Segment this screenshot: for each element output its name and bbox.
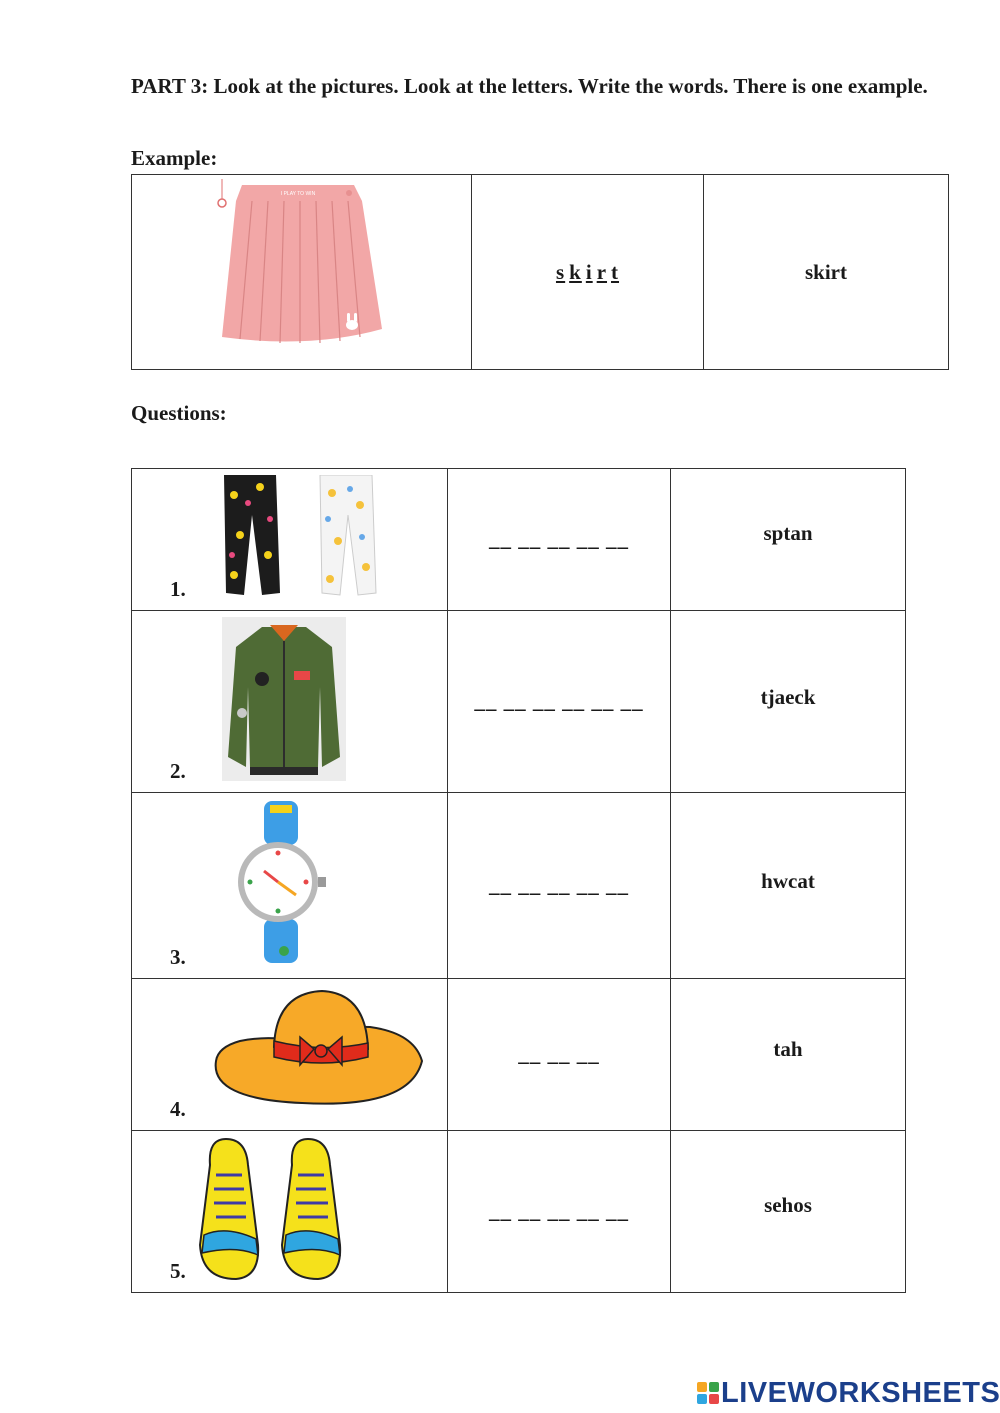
skirt-picture — [212, 179, 392, 359]
example-answer: s k i r t — [555, 259, 620, 284]
example-table — [131, 174, 949, 370]
answer-blanks[interactable]: __ __ __ __ __ — [489, 873, 629, 897]
question-row — [132, 979, 906, 1131]
instructions: PART 3: Look at the pictures. Look at the letters. Write the words. There is one example. — [131, 74, 928, 98]
example-picture-cell — [132, 175, 472, 370]
picture-cell — [132, 793, 448, 979]
question-number: 2. — [170, 759, 186, 783]
logo-text: LIVEWORKSHEETS — [721, 1376, 1000, 1409]
svg-text:I PLAY TO WIN: I PLAY TO WIN — [280, 191, 316, 197]
question-number: 3. — [170, 945, 186, 969]
pants-picture — [220, 475, 380, 599]
letters-cell — [671, 611, 906, 793]
letters-cell — [671, 1131, 906, 1293]
blanks-cell — [448, 611, 671, 793]
picture-cell — [132, 1131, 448, 1293]
letters-cell — [671, 469, 906, 611]
hat-picture — [210, 987, 426, 1111]
letters-cell — [671, 793, 906, 979]
watch-picture — [234, 801, 330, 963]
blanks-cell — [448, 793, 671, 979]
answer-blanks[interactable]: __ __ __ — [518, 1042, 600, 1066]
answer-blanks[interactable]: __ __ __ __ __ — [489, 527, 629, 551]
letters-cell — [671, 979, 906, 1131]
example-label: Example: — [131, 146, 218, 170]
answer-blanks[interactable]: __ __ __ __ __ — [489, 1199, 629, 1223]
blanks-cell — [448, 469, 671, 611]
scrambled-word: sehos — [764, 1193, 812, 1217]
questions-label: Questions: — [131, 401, 227, 425]
picture-cell — [132, 469, 448, 611]
picture-cell — [132, 611, 448, 793]
blanks-cell — [448, 979, 671, 1131]
scrambled-word: hwcat — [761, 869, 815, 893]
jacket-picture — [222, 617, 346, 781]
example-answer-cell — [472, 175, 704, 370]
shoes-picture — [196, 1135, 346, 1285]
blanks-cell — [448, 1131, 671, 1293]
question-row — [132, 1131, 906, 1293]
example-letters-cell — [704, 175, 949, 370]
question-row — [132, 469, 906, 611]
example-scrambled: skirt — [805, 259, 847, 284]
scrambled-word: sptan — [763, 521, 813, 545]
picture-cell — [132, 979, 448, 1131]
question-number: 5. — [170, 1259, 186, 1283]
scrambled-word: tah — [773, 1037, 803, 1061]
question-number: 1. — [170, 577, 186, 601]
logo-icon — [697, 1382, 719, 1404]
liveworksheets-logo[interactable] — [697, 1374, 1000, 1412]
answer-blanks[interactable]: __ __ __ __ __ __ — [474, 689, 644, 713]
question-row — [132, 793, 906, 979]
question-row — [132, 611, 906, 793]
questions-table — [131, 468, 906, 1293]
question-number: 4. — [170, 1097, 186, 1121]
scrambled-word: tjaeck — [760, 685, 816, 709]
